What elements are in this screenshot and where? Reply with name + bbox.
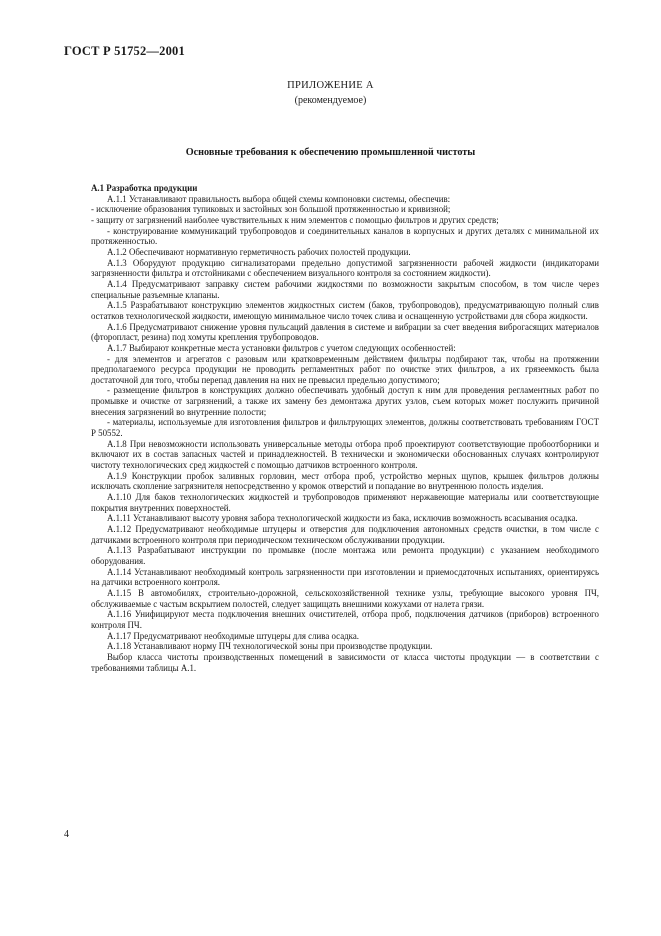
paragraph: Выбор класса чистоты производственных помещений в зависимости от класса чистоты продукции — в соответствии с требованиями таблицы А.1. (91, 651, 599, 673)
paragraph: А.1.15 В автомобилях, строительно-дорожной, сельскохозяйственной технике узлы, требующие высокого уровня ПЧ, обслуживаемые с частым вскрытием полостей, следует защищать внешними кожухами от налета грязи. (91, 587, 599, 609)
page-number: 4 (64, 829, 69, 840)
paragraph: А.1.17 Предусматривают необходимые штуцеры для слива осадка. (107, 630, 360, 641)
paragraph: А.1.16 Унифицируют места подключения внешних очистителей, отбора проб, подключения датчиков (приборов) встроенного контроля ПЧ. (91, 609, 599, 630)
paragraph: А.1.12 Предусматривают необходимые штуцеры и отверстия для подключения автономных средств очистки, в том числе с датчиками встроенного контроля при периодическом техническом обслуживании продукции. (91, 524, 599, 545)
main-heading: Основные требования к обеспечению промышленной чистоты (185, 147, 476, 158)
paragraph: А.1.14 Устанавливают необходимый контроль загрязненности при изготовлении и приемосдаточных испытаниях, ориентируясь на датчики встроенного контроля. (91, 566, 599, 588)
paragraph: А.1.5 Разрабатывают конструкцию элементов жидкостных систем (баков, трубопроводов), предусматривающую полный слив остатков технологической жидкости, имеющую минимальное число точек слива и оснащенную устройствами для сбора жидкости. (91, 300, 599, 321)
paragraph: А.1.18 Устанавливают норму ПЧ технологической зоны при производстве продукции. (107, 641, 433, 652)
list-item: - материалы, используемые для изготовления фильтров и фильтрующих элементов, должны соответствовать требованиям ГОСТ Р 50552. (91, 417, 599, 439)
paragraph: А.1.11 Устанавливают высоту уровня забора технологической жидкости из бака, исключив возможность всасывания осадка. (107, 513, 578, 524)
paragraph: А.1.7 Выбирают конкретные места установки фильтров с учетом следующих особенностей: (107, 342, 456, 353)
paragraph: А.1.2 Обеспечивают нормативную герметичность рабочих полостей продукции. (107, 246, 411, 257)
paragraph: А.1.3 Оборудуют продукцию сигнализаторами предельно допустимой загрязненности рабочей жидкости (индикаторами загрязненности фильтра и отстойниками с обеспечением визуального контроля за состоянием жидкости). (91, 257, 599, 279)
list-item: - для элементов и агрегатов с разовым или кратковременным действием фильтры подбирают так, чтобы на протяжении предполагаемого ресурса продукции не проводить регламентных работ по очистке этих фильтров, а их грязеемкость была достаточной для того, чтобы перепад давления на них не превысил предельно допустимого; (91, 353, 599, 385)
list-item: - исключение образования тупиковых и застойных зон большой протяженностью и кривизной; (91, 204, 451, 215)
paragraph: А.1.9 Конструкции пробок заливных горловин, мест отбора проб, устройство мерных щупов, крышек фильтров должны исключать скопление загрязнителя непосредственно у кромок отверстий и попадание во внутреннюю полость изделия. (91, 470, 599, 492)
body-text (91, 183, 599, 673)
list-item: - размещение фильтров в конструкциях должно обеспечивать удобный доступ к ним для проведения регламентных работ по промывке и очистке от загрязнений, а также их замену без демонтажа других узлов, съем которых может послужить причиной внесения загрязнений во внутренние полости; (91, 385, 599, 417)
document-code: ГОСТ Р 51752—2001 (64, 44, 185, 58)
paragraph: А.1.13 Разрабатывают инструкции по промывке (после монтажа или ремонта продукции) с указанием необходимого оборудования. (91, 545, 599, 566)
paragraph: А.1.8 При невозможности использовать универсальные методы отбора проб проектируют соответствующие пробоотборники и включают их в состав запасных частей и принадлежностей. В технически и экономически обоснованных случаях контролируют чистоту технологических сред жидкостей с помощью датчиков встроенного контроля. (91, 438, 599, 471)
paragraph: А.1.1 Устанавливают правильность выбора общей схемы компоновки системы, обеспечив: (107, 193, 451, 204)
section-heading: А.1 Разработка продукции (91, 183, 198, 193)
paragraph: А.1.10 Для баков технологических жидкостей и трубопроводов применяют нержавеющие материалы или соответствующие покрытия внутренних поверхностей. (91, 492, 599, 513)
list-item: - конструирование коммуникаций трубопроводов и соединительных каналов в корпусных и других деталях с минимальной их протяженностью. (91, 225, 599, 247)
list-item: - защиту от загрязнений наиболее чувствительных к ним элементов с помощью фильтров и других средств; (91, 214, 499, 225)
appendix-subtitle: (рекомендуемое) (294, 95, 367, 106)
paragraph: А.1.6 Предусматривают снижение уровня пульсаций давления в системе и вибрации за счет введения виброгасящих материалов (фторопласт, резина) под хомуты крепления трубопроводов. (91, 321, 599, 343)
appendix-title: ПРИЛОЖЕНИЕ А (287, 80, 374, 91)
paragraph: А.1.4 Предусматривают заправку систем рабочими жидкостями по возможности закрытым способом, в том числе через специальные разъемные клапаны. (91, 278, 599, 300)
